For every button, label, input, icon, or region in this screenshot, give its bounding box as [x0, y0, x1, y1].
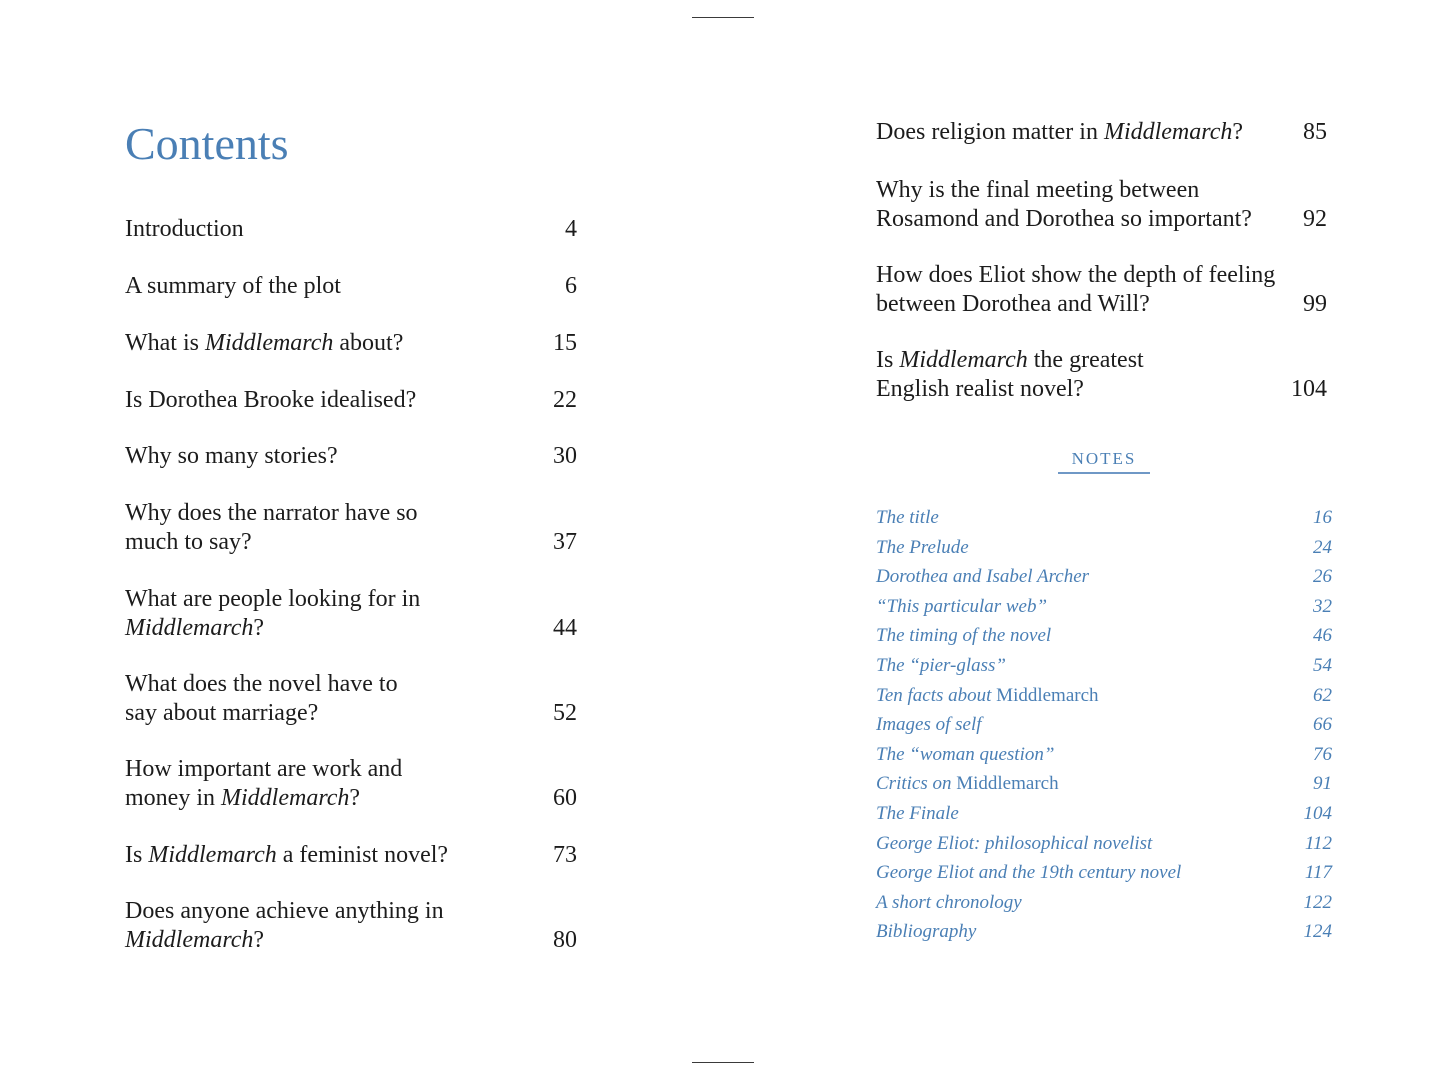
toc-entry[interactable]: Is Middlemarch the greatest English realist novel? 104: [876, 347, 1327, 402]
notes-item[interactable]: The “pier-glass” 54: [876, 654, 1332, 676]
toc-page-number: 6: [565, 273, 577, 299]
toc-entry[interactable]: Does religion matter in Middlemarch? 85: [876, 119, 1327, 145]
notes-item[interactable]: “This particular web” 32: [876, 595, 1332, 617]
top-divider: [692, 17, 754, 18]
notes-item[interactable]: Images of self 66: [876, 714, 1332, 736]
toc-page-number: 92: [1303, 206, 1327, 232]
toc-entry[interactable]: Is Dorothea Brooke idealised? 22: [125, 387, 577, 413]
toc-entry[interactable]: Why so many stories? 30: [125, 443, 577, 469]
page-title: Contents: [125, 118, 289, 169]
toc-page-number: 60: [553, 785, 577, 811]
toc-entry[interactable]: Is Middlemarch a feminist novel? 73: [125, 842, 577, 868]
notes-item[interactable]: Ten facts about Middlemarch 62: [876, 684, 1332, 706]
toc-entry[interactable]: Does anyone achieve anything in Middlemarch? 80: [125, 898, 577, 953]
notes-item[interactable]: The Prelude 24: [876, 536, 1332, 558]
toc-page-number: 99: [1303, 291, 1327, 317]
toc-entry[interactable]: Introduction 4: [125, 216, 577, 242]
toc-entry[interactable]: Why does the narrator have so much to say? 37: [125, 500, 577, 555]
toc-page-number: 73: [553, 842, 577, 868]
toc-page-number: 22: [553, 387, 577, 413]
toc-entry[interactable]: A summary of the plot 6: [125, 273, 577, 299]
notes-item[interactable]: The Finale 104: [876, 802, 1332, 824]
notes-item[interactable]: George Eliot and the 19th century novel 117: [876, 862, 1332, 884]
notes-item[interactable]: Critics on Middlemarch 91: [876, 773, 1332, 795]
toc-page-number: 37: [553, 529, 577, 555]
toc-entry[interactable]: Why is the final meeting between Rosamond and Dorothea so important? 92: [876, 177, 1327, 232]
toc-entry[interactable]: What does the novel have to say about marriage? 52: [125, 671, 577, 726]
notes-item[interactable]: The timing of the novel 46: [876, 625, 1332, 647]
toc-page-number: 52: [553, 700, 577, 726]
notes-item[interactable]: A short chronology 122: [876, 891, 1332, 913]
toc-entry[interactable]: How does Eliot show the depth of feeling between Dorothea and Will? 99: [876, 262, 1327, 317]
notes-item[interactable]: Dorothea and Isabel Archer 26: [876, 566, 1332, 588]
toc-entry[interactable]: How important are work and money in Middlemarch? 60: [125, 756, 577, 811]
toc-page-number: 44: [553, 615, 577, 641]
toc-page-number: 85: [1303, 119, 1327, 145]
bottom-divider: [692, 1062, 754, 1063]
toc-page-number: 15: [553, 330, 577, 356]
notes-item[interactable]: The title 16: [876, 507, 1332, 528]
notes-item[interactable]: Bibliography 124: [876, 921, 1332, 943]
toc-entry[interactable]: What is Middlemarch about? 15: [125, 330, 577, 356]
notes-heading: NOTES: [1058, 449, 1150, 474]
toc-page-number: 80: [553, 927, 577, 953]
toc-entry[interactable]: What are people looking for in Middlemarch? 44: [125, 586, 577, 641]
notes-item[interactable]: The “woman question” 76: [876, 743, 1332, 765]
notes-item[interactable]: George Eliot: philosophical novelist 112: [876, 832, 1332, 854]
toc-page-number: 4: [565, 216, 577, 242]
notes-list: [876, 503, 1332, 947]
toc-page-number: 30: [553, 443, 577, 469]
toc-page-number: 104: [1291, 376, 1327, 402]
